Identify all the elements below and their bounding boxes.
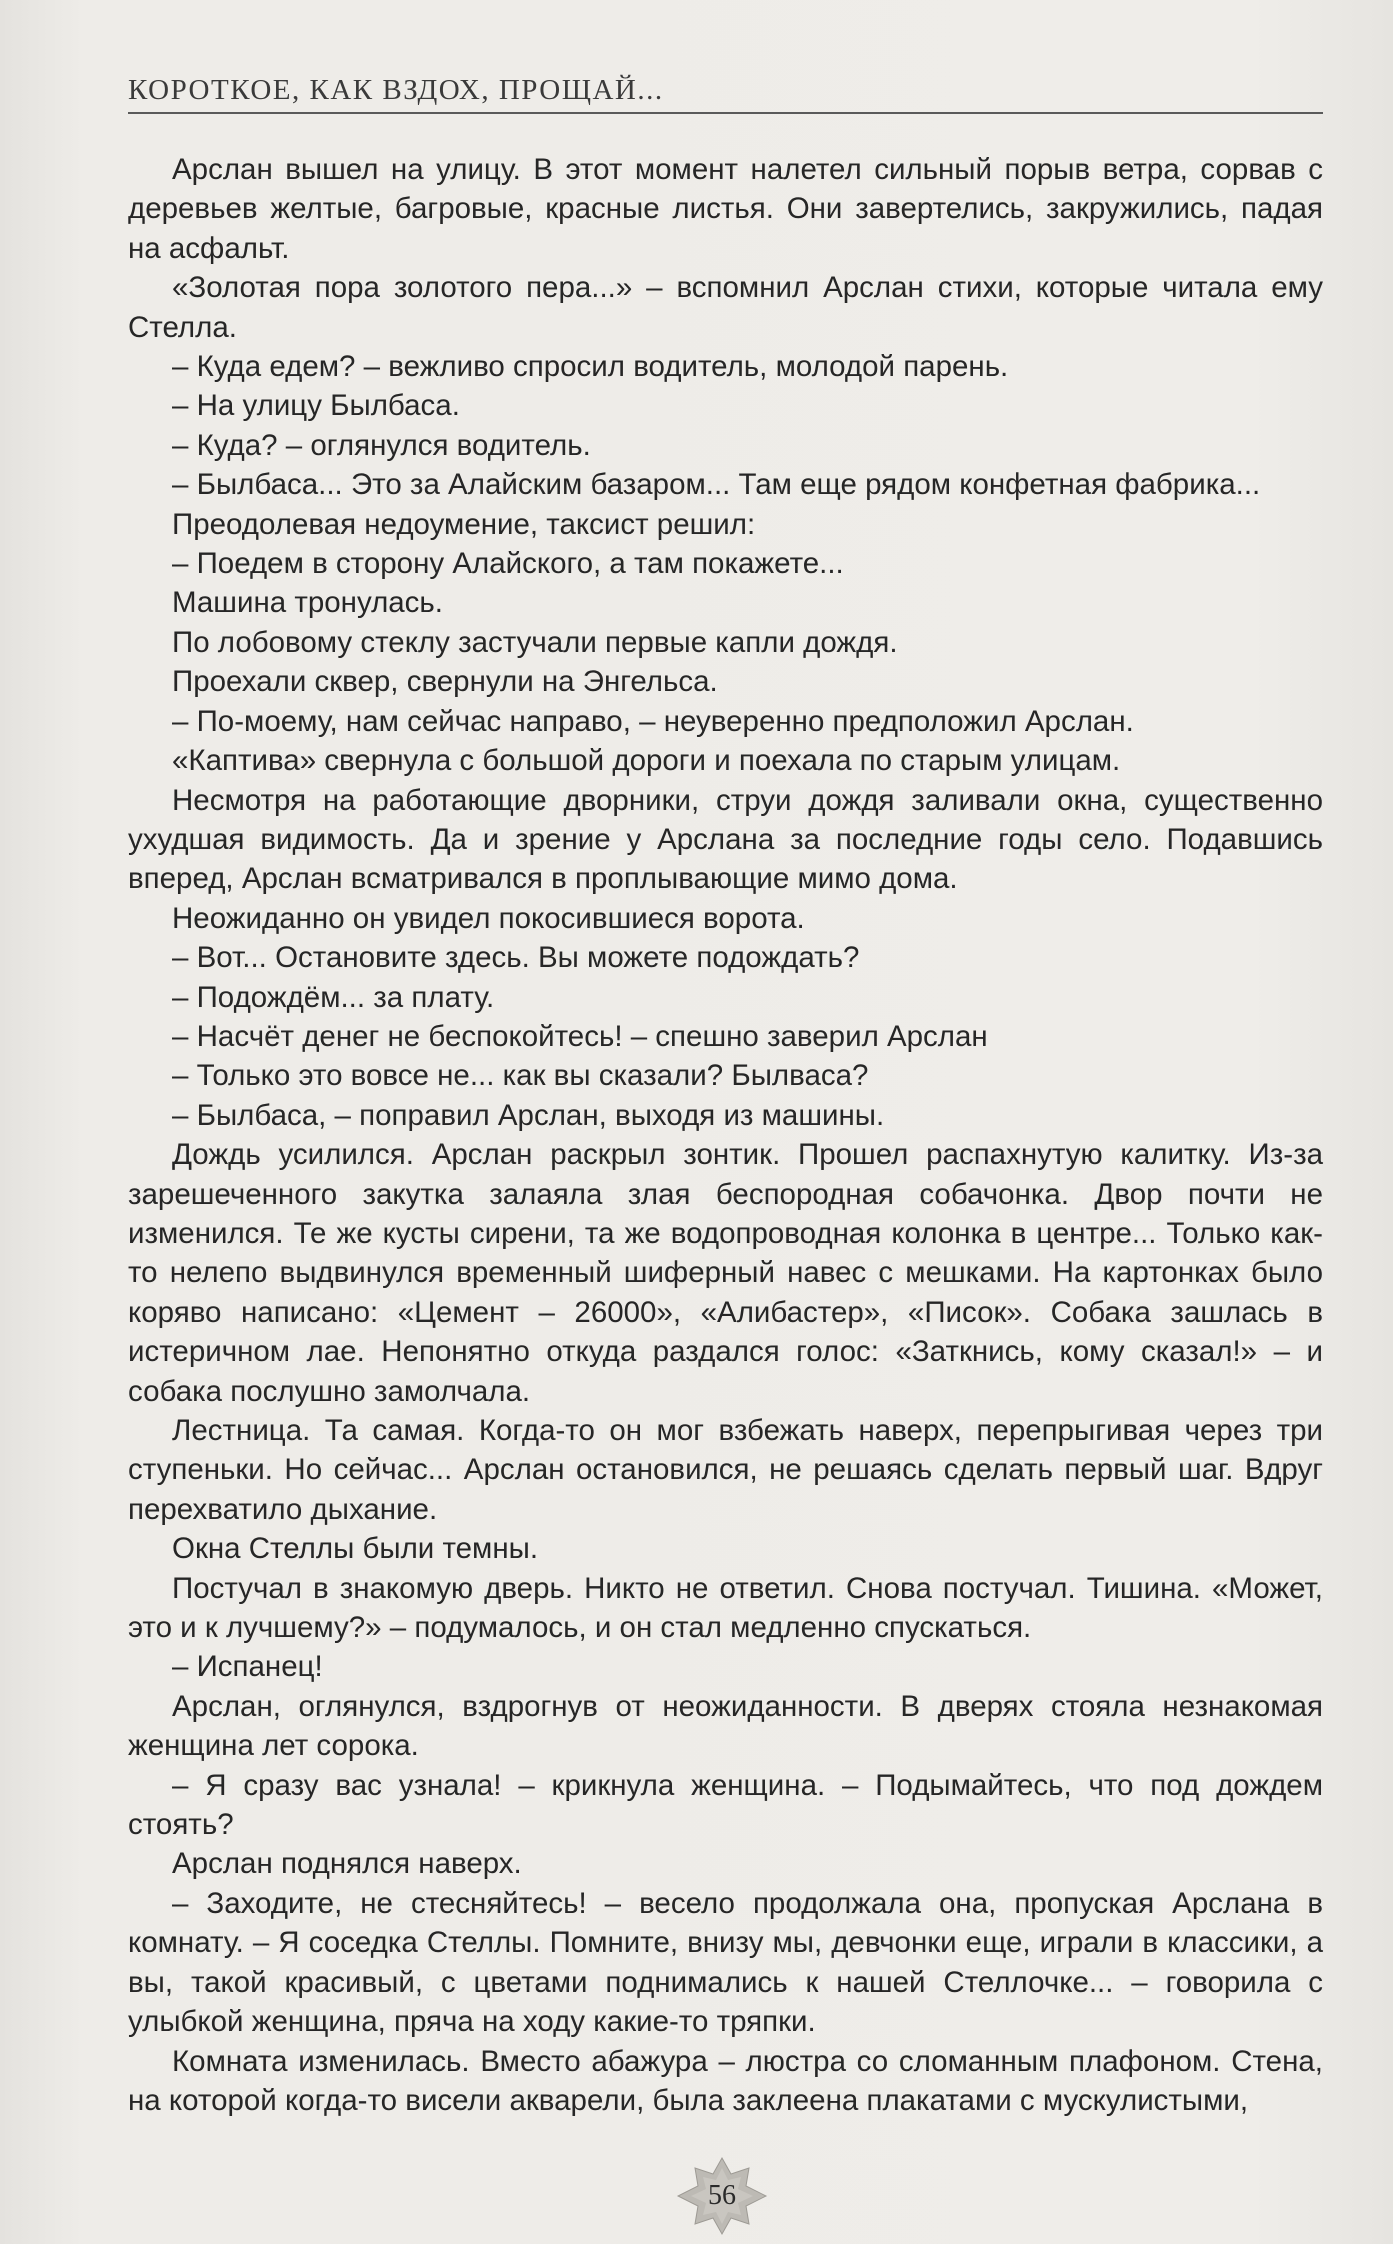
running-title: КОРОТКОЕ, КАК ВЗДОХ, ПРОЩАЙ... xyxy=(128,74,664,106)
paragraph: – Только это вовсе не... как вы сказали? Былваса? xyxy=(172,1059,869,1093)
paragraph: – Вот... Остановите здесь. Вы можете подождать? xyxy=(172,941,860,975)
paragraph: – Заходите, не стесняйтесь! – весело продолжала она, пропуская Арслана в комнату. – Я соседка Стеллы. Помните, внизу мы, девчонки еще, играли в классики, а вы, такой красивый, с цветами поднимались к нашей Стеллочке... – говорила с улыбкой женщина, пряча на ходу какие-то тряпки. xyxy=(128,1886,1323,2039)
paragraph: По лобовому стеклу застучали первые капли дождя. xyxy=(172,625,898,659)
body-text xyxy=(128,150,1323,2120)
paragraph: – Испанец! xyxy=(172,1650,323,1684)
paragraph: Арслан вышел на улицу. В этот момент налетел сильный порыв ветра, сорвав с деревьев желтые, багровые, красные листья. Они завертелись, закружились, падая на асфальт. xyxy=(128,153,1323,265)
paragraph: Проехали сквер, свернули на Энгельса. xyxy=(172,665,718,699)
paragraph: Дождь усилился. Арслан раскрыл зонтик. Прошел распахнутую калитку. Из-за зарешеченного закутка залаяла злая беспородная собачонка. Двор почти не изменился. Те же кусты сирени, та же водопроводная колонка в центре... Только как-то нелепо выдвинулся временный шиферный навес с мешками. На картонках было коряво написано: «Цемент – 26000», «Алибастер», «Писок». Собака зашлась в истеричном лае. Непонятно откуда раздался голос: «Заткнись, кому сказал!» – и собака послушно замолчала. xyxy=(128,1138,1323,1408)
paragraph: «Каптива» свернула с большой дороги и поехала по старым улицам. xyxy=(172,744,1121,778)
paragraph: – Былбаса, – поправил Арслан, выходя из машины. xyxy=(172,1098,885,1132)
paragraph: – Подождём... за плату. xyxy=(172,980,495,1014)
paragraph: Несмотря на работающие дворники, струи дождя заливали окна, существенно ухудшая видимость. Да и зрение у Арслана за последние годы село. Подавшись вперед, Арслан всматривался в проплывающие мимо дома. xyxy=(128,783,1323,896)
paragraph: «Золотая пора золотого пера...» – вспомнил Арслан стихи, которые читала ему Стелла. xyxy=(128,271,1323,344)
paragraph: Машина тронулась. xyxy=(172,586,444,620)
paragraph: – По-моему, нам сейчас направо, – неуверенно предположил Арслан. xyxy=(172,704,1134,738)
paragraph: Неожиданно он увидел покосившиеся ворота. xyxy=(172,901,805,935)
folio xyxy=(674,2156,770,2236)
paragraph: Постучал в знакомую дверь. Никто не ответил. Снова постучал. Тишина. «Может, это и к лучшему?» – подумалось, и он стал медленно спускаться. xyxy=(128,1571,1323,1645)
paragraph: Комната изменилась. Вместо абажура – люстра со сломанным плафоном. Стена, на которой когда-то висели акварели, была заклеена плакатами с мускулистыми, xyxy=(128,2044,1323,2117)
paragraph: Лестница. Та самая. Когда-то он мог взбежать наверх, перепрыгивая через три ступеньки. Но сейчас... Арслан остановился, не решаясь сделать первый шаг. Вдруг перехватило дыхание. xyxy=(128,1414,1323,1526)
paragraph: – Куда? – оглянулся водитель. xyxy=(172,428,591,462)
paragraph: Окна Стеллы были темны. xyxy=(172,1532,539,1566)
paragraph: – Я сразу вас узнала! – крикнула женщина. – Подымайтесь, что под дождем стоять? xyxy=(128,1768,1323,1842)
paragraph: – На улицу Былбаса. xyxy=(172,389,460,423)
page-number: 56 xyxy=(708,2180,736,2211)
paragraph: – Поедем в сторону Алайского, а там покажете... xyxy=(172,547,844,581)
paragraph: – Куда едем? – вежливо спросил водитель, молодой парень. xyxy=(172,350,1009,384)
paragraph: – Былбаса... Это за Алайским базаром... Там еще рядом конфетная фабрика... xyxy=(172,468,1261,502)
paragraph: Преодолевая недоумение, таксист решил: xyxy=(172,507,756,541)
paragraph: Арслан поднялся наверх. xyxy=(172,1847,522,1881)
header-rule xyxy=(128,112,1323,114)
paragraph: Арслан, оглянулся, вздрогнув от неожиданности. В дверях стояла незнакомая женщина лет сорока. xyxy=(128,1689,1323,1763)
paragraph: – Насчёт денег не беспокойтесь! – спешно заверил Арслан xyxy=(172,1019,988,1053)
